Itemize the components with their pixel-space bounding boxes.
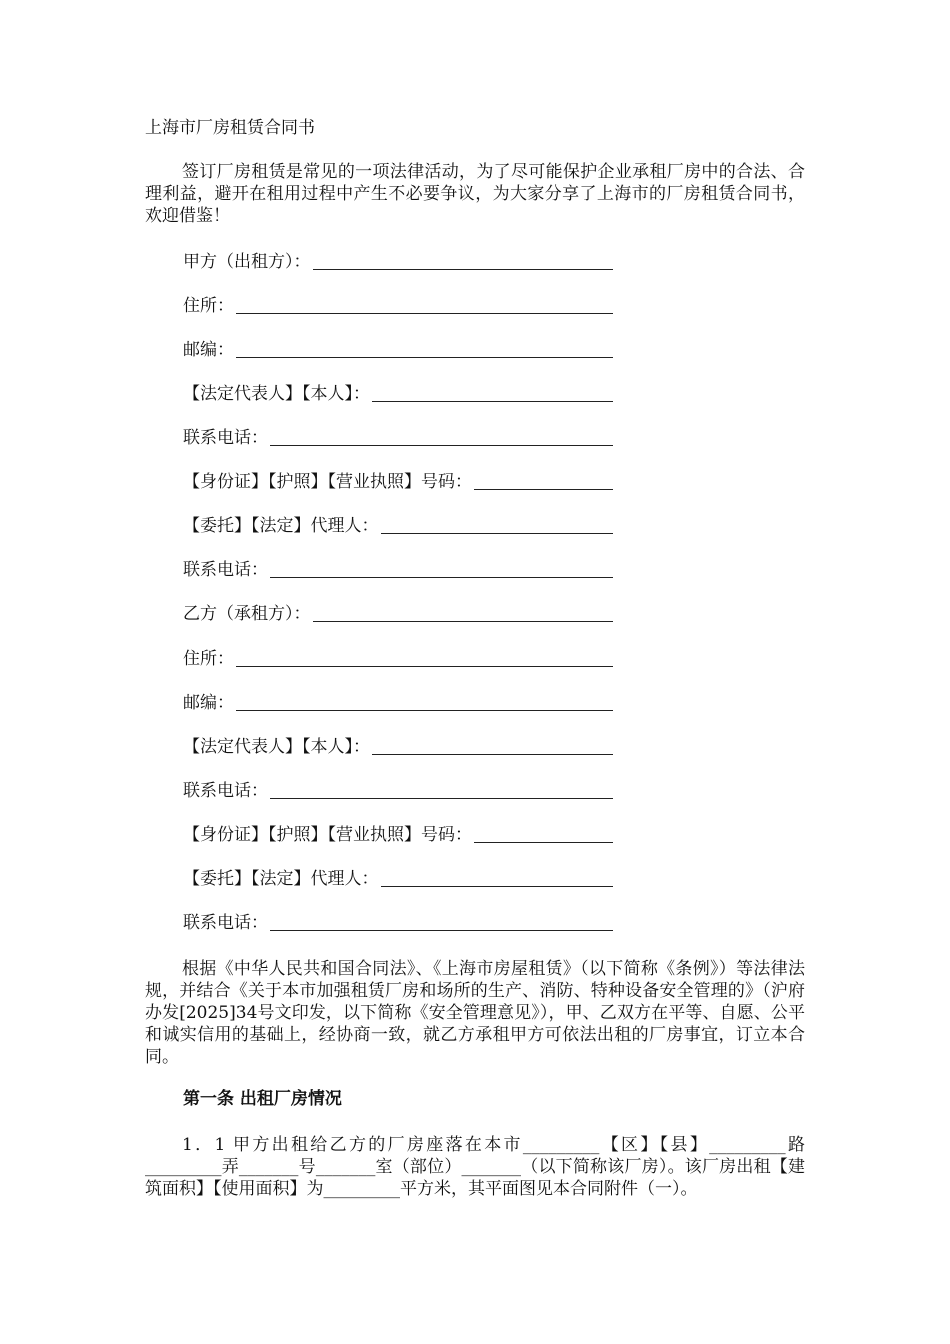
field-label: 联系电话： [183,781,268,801]
party-a-representative-field[interactable] [183,381,613,405]
party-b-agent-phone-field[interactable] [183,910,613,934]
party-b-postcode-field[interactable] [183,690,613,714]
party-b-id-number-field[interactable] [183,822,613,846]
party-b-address-field[interactable] [183,646,613,670]
field-label: 【身份证】【护照】【营业执照】号码： [183,825,472,845]
party-a-address-field[interactable] [183,293,613,317]
blank-line [381,886,614,887]
blank-line [236,313,613,314]
party-b-lessee-field[interactable] [183,601,613,625]
field-label: 【委托】【法定】代理人： [183,869,379,889]
document-title: 上海市厂房租赁合同书 [145,118,315,138]
field-label: 【委托】【法定】代理人： [183,516,379,536]
field-label: 联系电话： [183,428,268,448]
blank-line [313,621,614,622]
field-label: 联系电话： [183,913,268,933]
field-label: 甲方（出租方）： [183,252,311,272]
party-a-id-number-field[interactable] [183,469,613,493]
article-1-1-paragraph: 1．1 甲方出租给乙方的厂房座落在本市_________【区】【县】_________路_________弄_______号_______室（部位）_______（以下简称该厂房）。该厂房出租【建筑面积】【使用面积】为_________平方米，其平面图见本合同附件（一）。 [145,1135,805,1199]
party-b-phone-field[interactable] [183,778,613,802]
article-1-heading: 第一条 出租厂房情况 [183,1089,342,1109]
field-label: 【法定代表人】【本人】： [183,384,370,404]
field-label: 住所： [183,649,234,669]
field-label: 【身份证】【护照】【营业执照】号码： [183,472,472,492]
legal-basis-paragraph: 根据《中华人民共和国合同法》、《上海市房屋租赁》（以下简称《条例》）等法律法规，并结合《关于本市加强租赁厂房和场所的生产、消防、特种设备安全管理的》（沪府办发[2025]34号文印发，以下简称《安全管理意见》），甲、乙双方在平等、自愿、公平和诚实信用的基础上，经协商一致，就乙方承租甲方可依法出租的厂房事宜，订立本合同。 [145,959,805,1067]
blank-line [372,754,613,755]
blank-line [270,930,613,931]
blank-line [313,269,614,270]
blank-line [236,357,613,358]
party-a-lessor-field[interactable] [183,249,613,273]
party-b-representative-field[interactable] [183,734,613,758]
party-a-agent-phone-field[interactable] [183,557,613,581]
party-a-phone-field[interactable] [183,425,613,449]
field-label: 【法定代表人】【本人】： [183,737,370,757]
blank-line [270,577,613,578]
field-label: 联系电话： [183,560,268,580]
party-a-agent-field[interactable] [183,513,613,537]
party-a-postcode-field[interactable] [183,337,613,361]
field-label: 乙方（承租方）： [183,604,311,624]
field-label: 住所： [183,296,234,316]
blank-line [381,533,614,534]
blank-line [372,401,613,402]
blank-line [474,489,613,490]
field-label: 邮编： [183,340,234,360]
blank-line [236,710,613,711]
blank-line [270,798,613,799]
blank-line [474,842,613,843]
blank-line [270,445,613,446]
intro-paragraph: 签订厂房租赁是常见的一项法律活动，为了尽可能保护企业承租厂房中的合法、合理利益，避开在租用过程中产生不必要争议，为大家分享了上海市的厂房租赁合同书，欢迎借鉴！ [145,162,805,226]
blank-line [236,666,613,667]
party-b-agent-field[interactable] [183,866,613,890]
field-label: 邮编： [183,693,234,713]
